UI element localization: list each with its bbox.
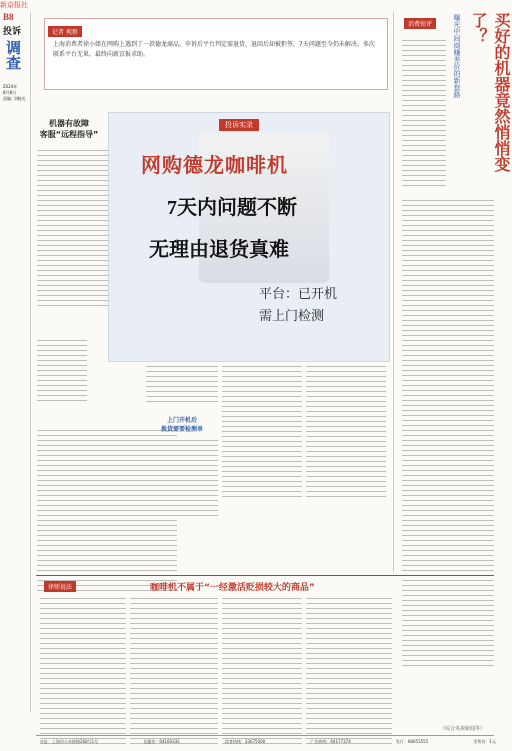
reporter-note-box [44,18,388,90]
right-column-body-top [402,40,446,190]
editor-label: 责编: 刘晓光 [3,96,26,101]
right-column-title: 买好的机器竟然悄悄变了？ [469,12,509,172]
mid-subtitle-line1: 上门开机后 [166,417,197,424]
page-number: B8 [3,12,14,22]
mid-body-c [222,366,302,501]
mid-body-d [306,366,386,501]
right-column-tag: 消费短评 [404,18,436,29]
section-big: 调查 [4,40,22,70]
left-story-body-lower [37,340,87,405]
section-small: 投诉 [3,27,22,37]
bottom-body-3 [222,598,302,748]
mid-subtitle-line2: 换货需要检测单 [160,426,203,433]
investigation-tag: 投诉实录 [219,119,259,131]
mid-body-b [146,440,218,520]
bottom-headline: 咖啡机不属于“一经激活贬损较大的商品” [150,583,315,593]
footer [40,739,496,745]
footer-phone-1: 总编室：64169332 [143,739,180,744]
right-column-subtitle: 曝光中间商赚差价的新套路 [453,14,461,98]
watermark-label: 新京报社 [0,1,28,9]
headline-panel [108,112,390,362]
footer-rule [36,735,494,736]
right-column-body [402,200,494,670]
headline-sub2: 需上门检测 [259,309,325,324]
reporter-note-text: 上海消费者徐小姐在网购上遇到了一款德龙商品，申诉后平台判定需退货，退回后却被拒签，7天问题至今仍未解决。多次联系平台无果，最终向新京报求助。 [53,41,375,58]
bottom-body-1 [40,598,126,748]
mid-body-a [146,366,218,406]
bottom-section-tag: 律师说法 [44,581,76,592]
left-story-title-line2: 客服“远程指导” [39,130,99,139]
footer-phone-3: 广告热线：64177374 [310,739,351,744]
headline-line2: 7天内问题不断 [167,197,297,219]
footer-price: 零售价：1元 [473,739,496,744]
issue-date-2: 8月8日 [3,90,17,95]
bottom-footer-note: （综合央视新闻等） [440,726,486,732]
left-story-title [38,118,100,140]
left-story-title-line1: 机器有故障 [49,119,89,128]
footer-phone-2: 读者热线：33675000 [224,739,266,744]
bottom-body-4 [306,598,392,748]
issue-date: 2024年 [3,84,18,89]
headline-sub1: 平台：已开机 [259,287,338,302]
reporter-note-label: 记者 观察 [48,26,82,37]
masthead [3,12,29,152]
headline-line3: 无理由退货真难 [149,239,289,261]
bottom-body-2 [130,598,218,748]
headline-line1: 网购德龙咖啡机 [141,155,288,177]
bottom-section-rule [36,575,494,576]
masthead-rule [30,12,31,712]
right-column-rule [393,12,394,572]
footer-phone-4: 发行：68653555 [395,739,429,744]
mid-subtitle [146,415,218,433]
footer-address: 社址：上海市小木桥路268号1号 [40,739,99,744]
